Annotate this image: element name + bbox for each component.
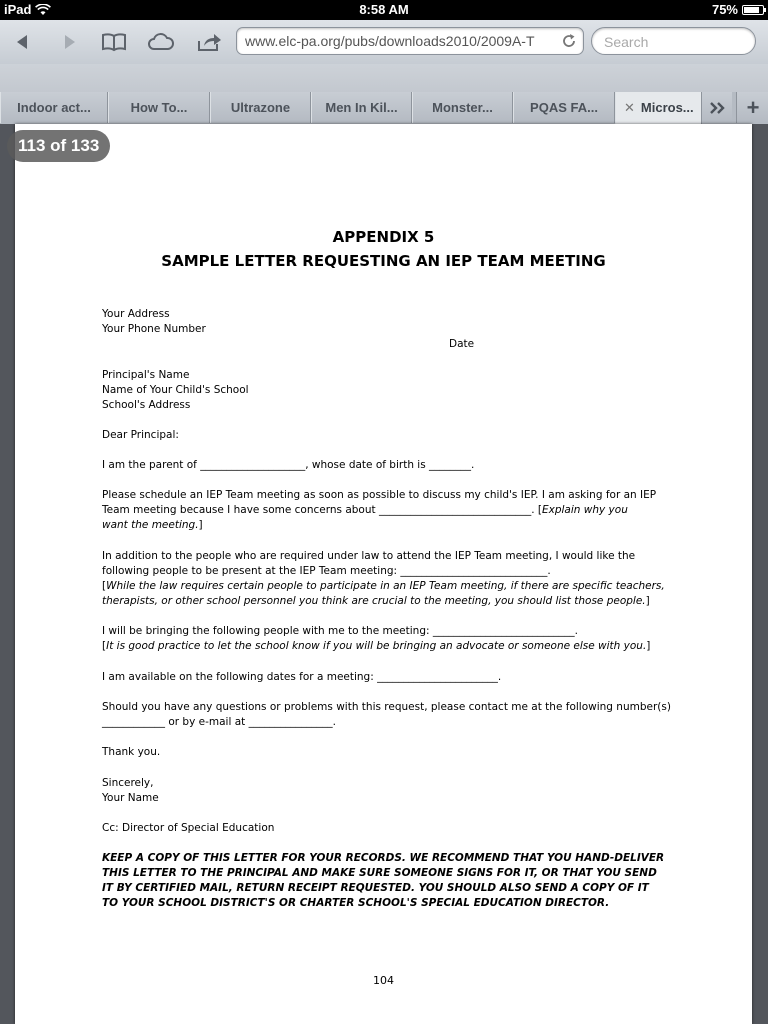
battery-icon (742, 5, 764, 15)
letter-heading: SAMPLE LETTER REQUESTING AN IEP TEAM MEETING (161, 252, 606, 270)
instruction-text: It is good practice to let the school know if you will be bringing an advocate or someone else with you. (106, 640, 647, 652)
paragraph-attendees (102, 580, 665, 592)
status-bar (0, 0, 768, 20)
battery-percent: 75% (711, 2, 738, 17)
instruction-text: want the meeting. (102, 519, 199, 531)
paragraph-attendees (102, 595, 650, 607)
back-button[interactable] (8, 27, 38, 57)
paragraph-contact: Should you have any questions or problems with this request, please contact me at the following number(s) (102, 701, 671, 713)
text-run: [ (102, 580, 107, 592)
pdf-page (15, 124, 752, 1024)
status-right (712, 2, 764, 17)
forward-button[interactable] (54, 27, 84, 57)
double-chevron-right-icon (709, 101, 725, 115)
paragraph-attendees: In addition to the people who are required under law to attend the IEP Team meeting, I would like the (102, 550, 636, 562)
text-run: ] (645, 595, 650, 607)
paragraph-schedule (102, 519, 203, 531)
recipient-line: Name of Your Child's School (102, 384, 249, 396)
page-indicator: 113 of 133 (7, 130, 110, 162)
text-run: ] (646, 640, 651, 652)
recipient-line: School's Address (102, 399, 191, 411)
tab-close-icon[interactable]: ✕ (624, 100, 635, 115)
text-run: Team meeting because I have some concerns about _____________________________. [ (102, 504, 542, 516)
paragraph-schedule: Please schedule an IEP Team meeting as soon as possible to discuss my child's IEP. I am asking for an IEP (102, 489, 657, 501)
back-arrow-icon (14, 33, 32, 51)
more-tabs-button[interactable] (702, 92, 732, 123)
paragraph-parent: I am the parent of ____________________, whose date of birth is ________. (102, 459, 475, 471)
text-run: [ (102, 640, 107, 652)
paragraph-availability: I am available on the following dates for a meeting: _______________________. (102, 671, 502, 683)
tab-label: Ultrazone (230, 100, 291, 115)
notice-line: IT BY CERTIFIED MAIL, RETURN RECEIPT REQUESTED. YOU SHOULD ALSO SEND A COPY OF IT (102, 882, 649, 894)
web-content[interactable] (0, 124, 768, 1024)
letter-document (15, 124, 752, 1024)
icloud-tabs-button[interactable] (146, 27, 176, 57)
tab-label: Men In Kil... (325, 100, 398, 115)
bookmarks-button[interactable] (99, 27, 129, 57)
tab-label: Micros... (640, 100, 694, 115)
tab-men-in-kilts[interactable] (311, 92, 412, 123)
tab-label: Monster... (432, 100, 493, 115)
date-line: Date (449, 338, 475, 350)
phone-line: Your Phone Number (102, 323, 206, 335)
notice-line: KEEP A COPY OF THIS LETTER FOR YOUR RECORDS. WE RECOMMEND THAT YOU HAND-DELIVER (102, 852, 665, 864)
tab-indoor-activities[interactable] (0, 92, 108, 123)
address-bar[interactable] (236, 27, 584, 55)
tab-label: PQAS FA... (530, 100, 598, 115)
paragraph-attendees: following people to be present at the IEP Team meeting: ____________________________. (102, 565, 551, 577)
thanks-line: Thank you. (102, 746, 161, 758)
new-tab-button[interactable] (736, 92, 768, 123)
device-name: iPad (4, 2, 32, 17)
tab-bar (0, 92, 768, 124)
instruction-text: While the law requires certain people to participate in an IEP Team meeting, if there are specific teachers, (106, 580, 665, 592)
url-text: www.elc-pa.org/pubs/downloads2010/2009A-T (245, 33, 535, 49)
paragraph-schedule (102, 504, 628, 516)
tab-monster[interactable] (412, 92, 513, 123)
page-number: 104 (373, 974, 394, 987)
cloud-icon (147, 32, 175, 52)
notice-line: THIS LETTER TO THE PRINCIPAL AND MAKE SURE SOMEONE SIGNS FOR IT, OR THAT YOU SEND (102, 867, 657, 879)
instruction-text: Explain why you (541, 504, 628, 516)
text-run: ] (198, 519, 203, 531)
recipient-line: Principal's Name (102, 369, 190, 381)
paragraph-bringing: I will be bringing the following people with me to the meeting: ___________________________. (102, 625, 578, 637)
tab-ultrazone[interactable] (210, 92, 311, 123)
signature-line: Your Name (102, 792, 159, 804)
tab-pqas-faq[interactable] (513, 92, 615, 123)
appendix-title: APPENDIX 5 (332, 228, 435, 246)
paragraph-contact: ____________ or by e-mail at ________________. (102, 716, 336, 728)
reload-icon[interactable] (561, 33, 577, 49)
open-book-icon (101, 32, 127, 52)
bookmarks-bar (0, 64, 768, 93)
share-button[interactable] (194, 27, 224, 57)
search-input[interactable] (602, 33, 746, 51)
notice-line: TO YOUR SCHOOL DISTRICT'S OR CHARTER SCHOOL'S SPECIAL EDUCATION DIRECTOR. (102, 897, 610, 909)
tab-label: How To... (130, 100, 188, 115)
paragraph-bringing (102, 640, 650, 652)
search-bar[interactable] (591, 27, 756, 55)
share-icon (196, 32, 222, 52)
browser-toolbar (0, 20, 768, 65)
closing-line: Sincerely, (102, 777, 154, 789)
clock: 8:58 AM (359, 2, 409, 17)
tab-label: Indoor act... (17, 100, 91, 115)
battery-level (744, 7, 759, 13)
plus-icon: + (746, 94, 760, 120)
instruction-text: therapists, or other school personnel you think are crucial to the meeting, you should list those people. (102, 595, 646, 607)
salutation: Dear Principal: (102, 429, 179, 441)
cc-line: Cc: Director of Special Education (102, 822, 275, 834)
tab-how-to[interactable] (108, 92, 210, 123)
forward-arrow-icon (60, 33, 78, 51)
tab-microsoft-active[interactable] (615, 92, 702, 124)
address-line: Your Address (102, 308, 170, 320)
